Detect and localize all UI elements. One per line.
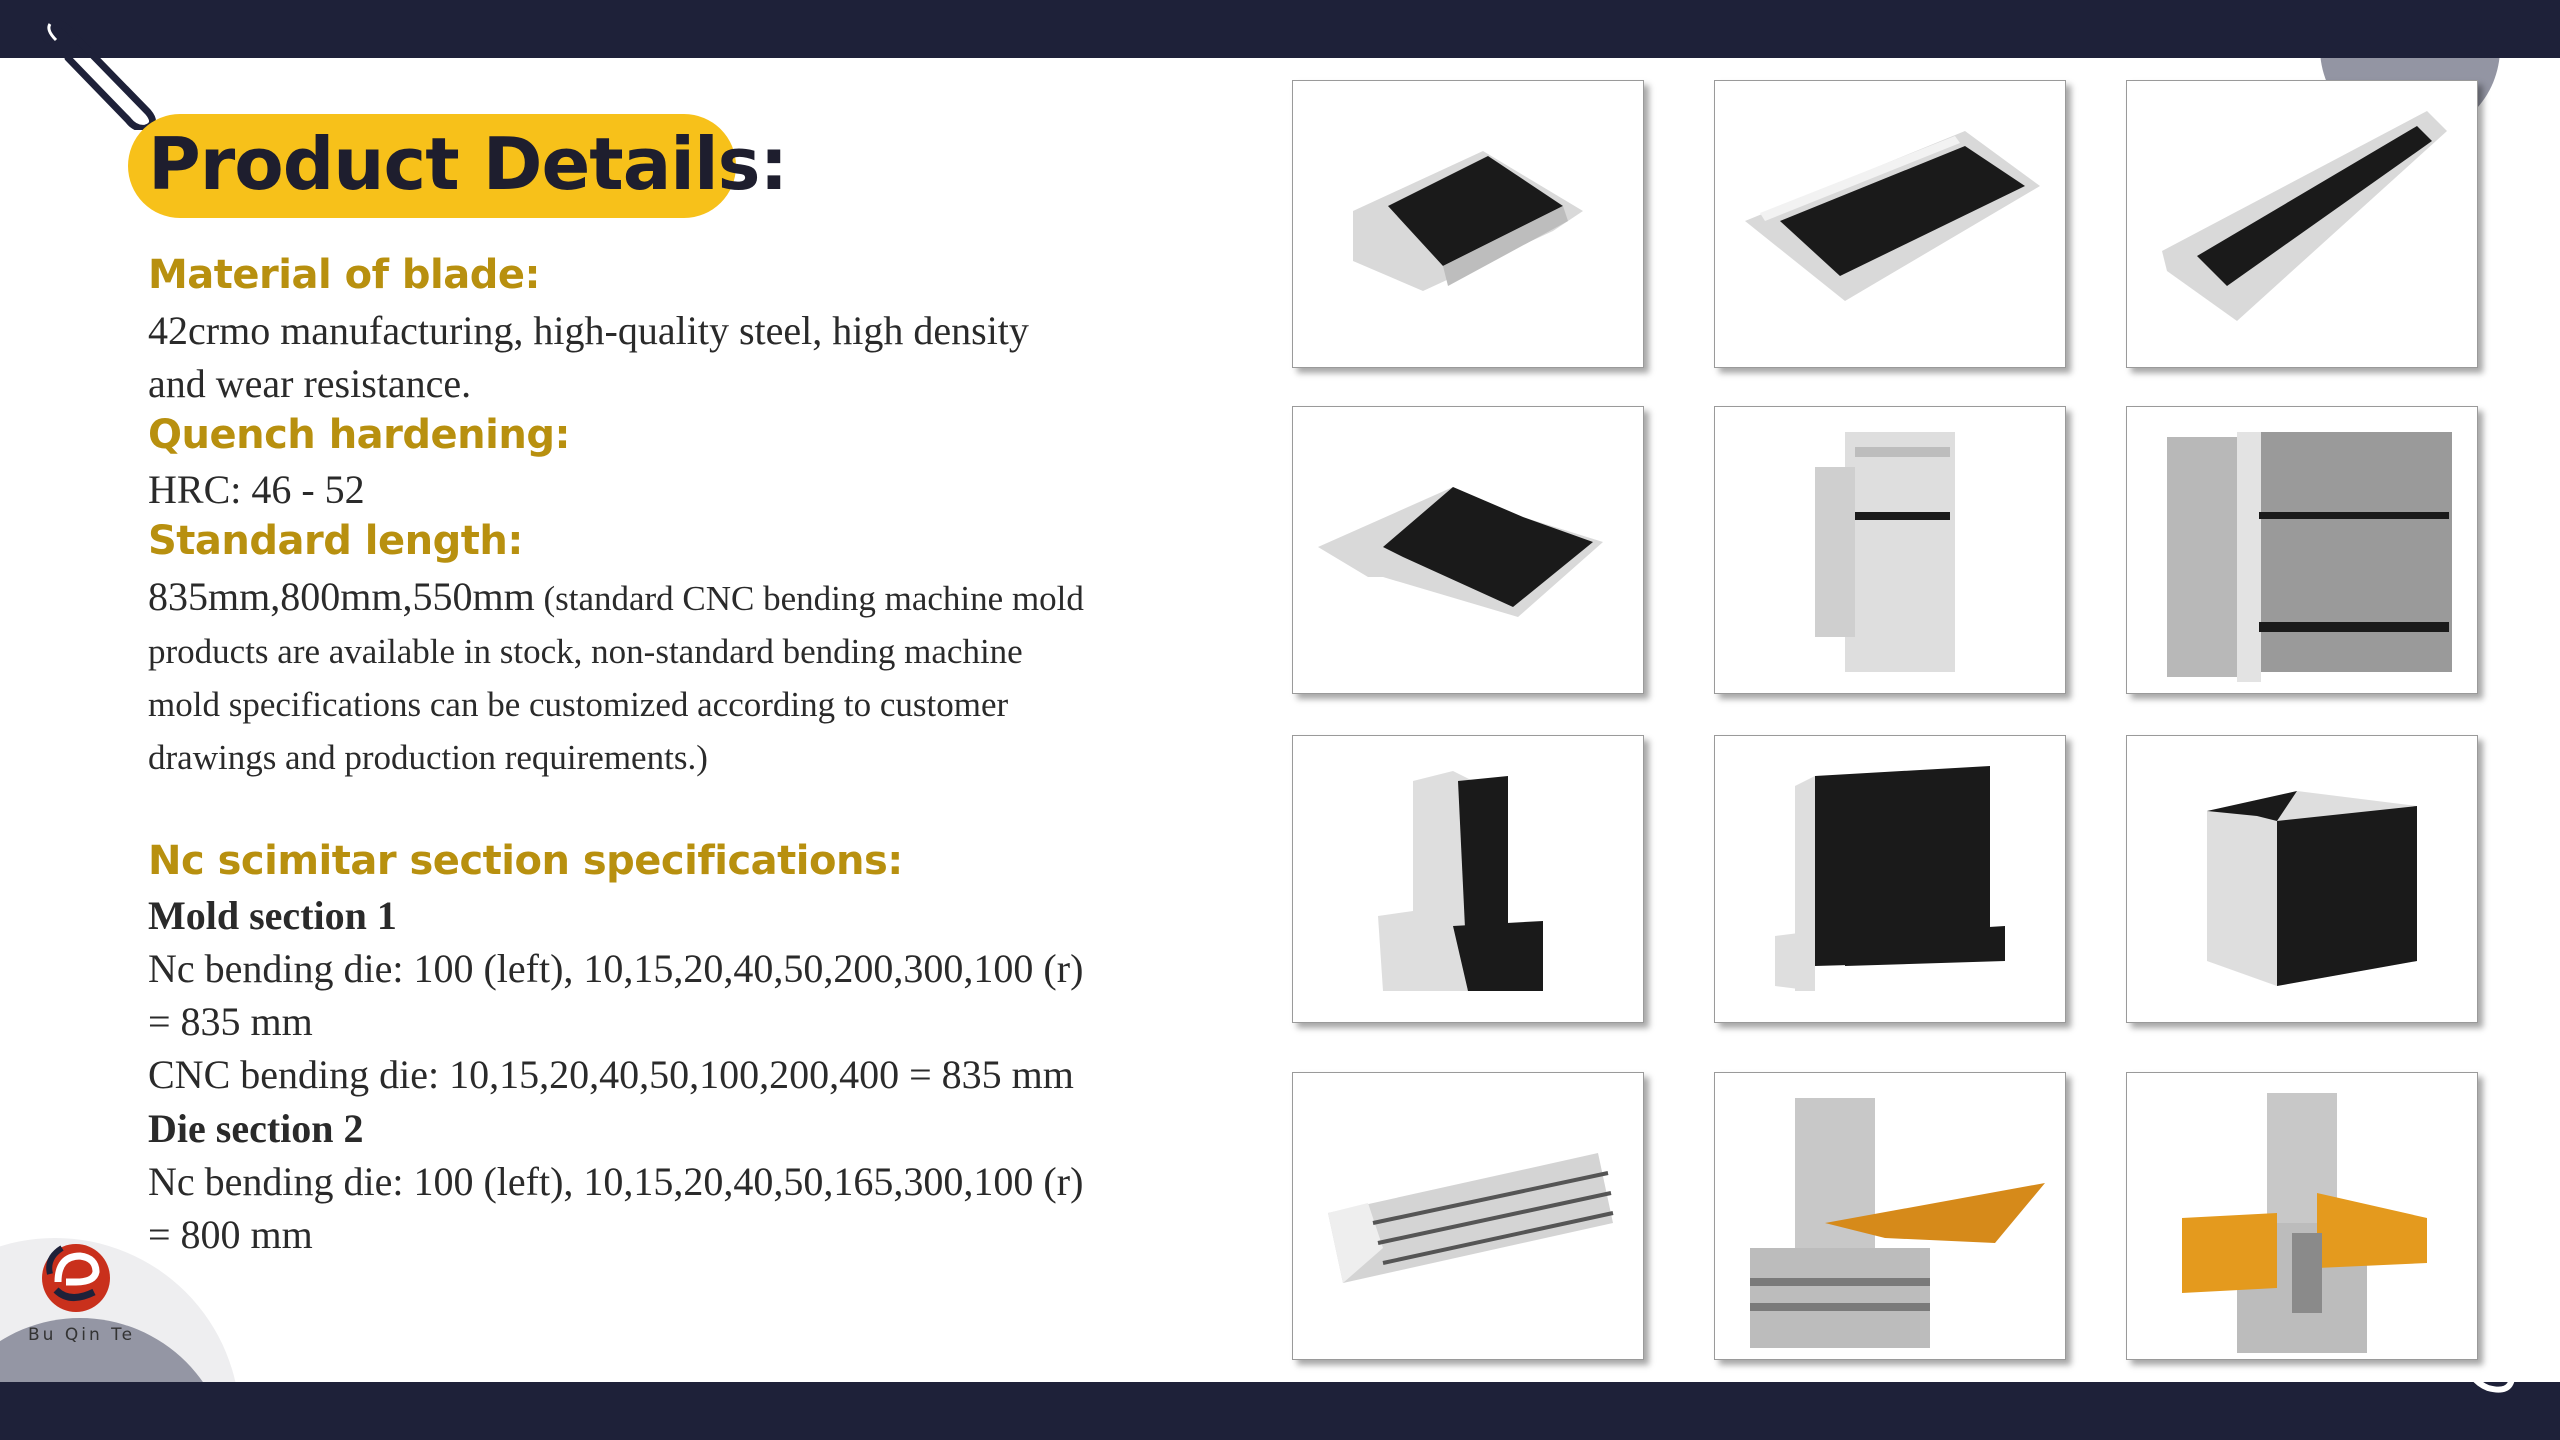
spec-line: = 800 mm <box>148 1212 313 1257</box>
material-line: and wear resistance. <box>148 361 472 406</box>
wide-punch-icon <box>2127 407 2477 693</box>
specs-heading: Nc scimitar section specifications: <box>148 838 903 884</box>
spec-line: = 835 mm <box>148 999 313 1044</box>
product-tile <box>1292 406 1644 694</box>
spec-line: Nc bending die: 100 (left), 10,15,20,40,50,165,300,100 (r) <box>148 1159 1084 1204</box>
block-die-icon <box>1715 736 2065 1022</box>
l-shape-die-icon <box>1293 736 1643 1022</box>
product-tile <box>2126 80 2478 368</box>
material-line: 42crmo manufacturing, high-quality steel, high density <box>148 308 1029 353</box>
punch-blade-3-icon <box>2127 81 2477 367</box>
spec-line: CNC bending die: 10,15,20,40,50,100,200,400 = 835 mm <box>148 1052 1074 1097</box>
product-tile <box>2126 1072 2478 1360</box>
v-die-block-icon <box>2127 736 2477 1022</box>
logo-text: Bu Qin Te <box>28 1325 136 1345</box>
product-tile <box>1714 1072 2066 1360</box>
product-tile <box>2126 735 2478 1023</box>
die-section-title: Die section 2 <box>148 1106 364 1151</box>
length-line <box>148 570 1084 625</box>
product-tile <box>2126 406 2478 694</box>
spec-line: Nc bending die: 100 (left), 10,15,20,40,50,200,300,100 (r) <box>148 946 1084 991</box>
punch-blade-2-icon <box>1715 81 2065 367</box>
product-tile <box>1292 735 1644 1023</box>
product-tile <box>1292 80 1644 368</box>
punch-blade-1-icon <box>1293 81 1643 367</box>
length-line: products are available in stock, non-standard bending machine <box>148 632 1023 671</box>
product-tile <box>1714 406 2066 694</box>
die-assembly-1-icon <box>1715 1073 2065 1359</box>
quench-heading: Quench hardening: <box>148 412 570 458</box>
buqinte-logo-icon <box>36 1238 116 1318</box>
top-band <box>0 0 2560 58</box>
length-line: mold specifications can be customized according to customer <box>148 685 1009 724</box>
gooseneck-punch-icon <box>1293 407 1643 693</box>
mold-section-title: Mold section 1 <box>148 893 397 938</box>
bottom-band <box>0 1382 2560 1440</box>
length-heading: Standard length: <box>148 518 523 564</box>
length-lead: 835mm,800mm,550mm <box>148 574 535 619</box>
die-assembly-2-icon <box>2127 1073 2477 1359</box>
material-heading: Material of blade: <box>148 252 541 298</box>
length-line: drawings and production requirements.) <box>148 738 708 777</box>
length-lead-rest: (standard CNC bending machine mold <box>534 579 1084 618</box>
quench-line: HRC: 46 - 52 <box>148 467 365 512</box>
product-tile <box>1292 1072 1644 1360</box>
page-title: Product Details: <box>148 122 788 206</box>
product-tile <box>1714 735 2066 1023</box>
straight-punch-icon <box>1715 407 2065 693</box>
paper-clip-icon <box>28 20 178 130</box>
product-tile <box>1714 80 2066 368</box>
multi-v-die-icon <box>1293 1073 1643 1359</box>
